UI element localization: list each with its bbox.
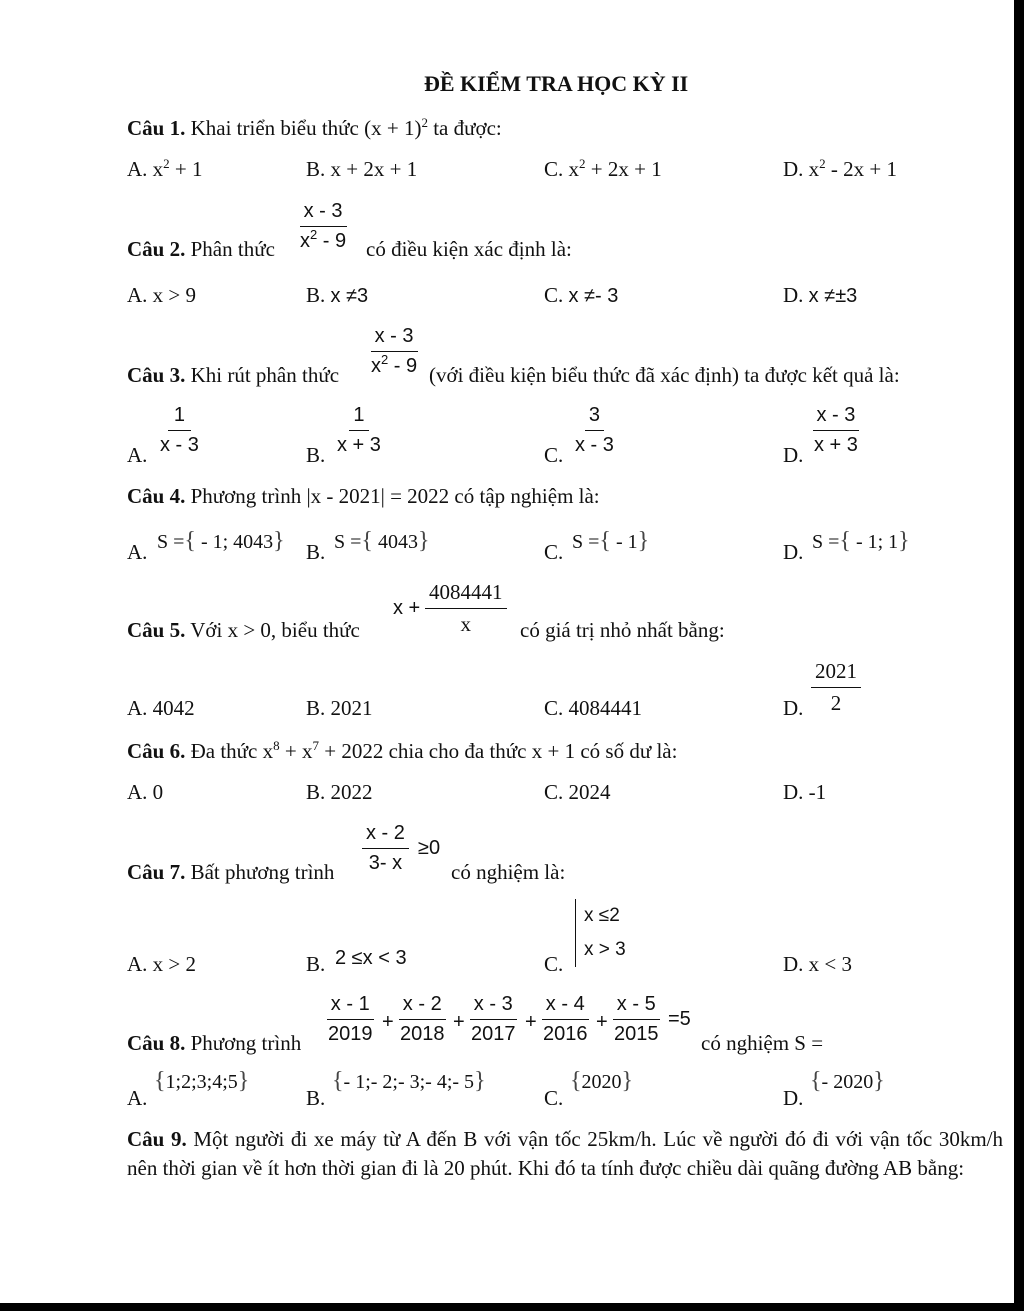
q8-option-b-set[interactable]: {- 1;- 2;- 3;- 4;- 5}: [332, 1068, 486, 1094]
page-edge-bottom: [0, 1303, 1024, 1311]
question-2-label: Câu 2.: [127, 237, 186, 261]
q7-option-c-system[interactable]: x ≤2 x > 3: [575, 899, 626, 967]
q5-fraction: $\frac{4084441}{x}$: [425, 580, 507, 637]
q7-option-d[interactable]: D. x < 3: [783, 952, 853, 976]
q8-fraction-4: $\frac{x - 4}{2016}$: [543, 993, 588, 1045]
q4-option-d-set[interactable]: S ={ - 1; 1}: [812, 528, 910, 554]
q3-option-a-letter[interactable]: A.: [127, 443, 148, 467]
q6-option-d[interactable]: D. -1: [783, 780, 827, 804]
question-6: [127, 739, 677, 764]
q3-option-d-letter[interactable]: D.: [783, 443, 804, 467]
q5-option-b[interactable]: B. 2021: [306, 696, 373, 720]
question-9-label: Câu 9.: [127, 1127, 187, 1151]
q4-option-c-letter[interactable]: C.: [544, 540, 564, 564]
question-1-text: Khai triển biểu thức $(x + 1)^2$ ta được:: [190, 115, 502, 140]
q8-plus-2: +: [453, 1011, 465, 1033]
question-2-text-after: có điều kiện xác định là:: [366, 237, 572, 261]
q1-option-c[interactable]: C. $x^2 + 2x + 1$: [544, 156, 662, 181]
q3-option-c-fraction[interactable]: $\frac{3}{x - 3}$: [575, 404, 614, 456]
q4-option-a-set[interactable]: S ={ - 1; 4043}: [157, 528, 285, 554]
question-9-text: Một người đi xe máy từ A đến B với vận tốc 25km/h. Lúc về người đó đi với vận tốc 30km/h nên thời gian về ít hơn thời gian đi là 20 phút. Khi đó ta tính được chiều dài quãng đường AB bằng:: [127, 1127, 1003, 1180]
q5-option-a[interactable]: A. 4042: [127, 696, 195, 720]
question-4-label: Câu 4.: [127, 484, 186, 508]
q8-option-b-letter[interactable]: B.: [306, 1086, 326, 1110]
question-7: [127, 860, 334, 885]
q7-relation: ≥0: [418, 837, 441, 859]
question-1: [127, 116, 502, 141]
q2-option-c[interactable]: C. x ≠- 3: [544, 283, 619, 307]
q4-option-a-letter[interactable]: A.: [127, 540, 148, 564]
question-3: [127, 363, 339, 388]
q3-option-b-fraction[interactable]: $\frac{1}{x + 3}$: [337, 404, 381, 456]
q4-option-b-set[interactable]: S ={ 4043}: [334, 528, 430, 554]
question-3-text-after: (với điều kiện biểu thức đã xác định) ta được kết quả là:: [429, 363, 900, 387]
question-4: [127, 484, 600, 509]
question-7-label: Câu 7.: [127, 860, 186, 884]
q8-plus-3: +: [525, 1011, 537, 1033]
q3-fraction: $\frac{x - 3}{x^2 - 9}$: [371, 325, 418, 377]
q5-expr-x: x +: [393, 597, 421, 619]
question-5-text-after: có giá trị nhỏ nhất bằng:: [520, 618, 725, 642]
question-6-text: Đa thức $x^8 + x^7 + 2022$ chia cho đa thức x + 1 có số dư là:: [190, 738, 678, 763]
q5-option-d-fraction[interactable]: $\frac{2021}{2}$: [811, 659, 861, 716]
q8-option-c-letter[interactable]: C.: [544, 1086, 564, 1110]
q1-option-a[interactable]: A. $x^2 + 1$: [127, 156, 203, 181]
question-8-text: Phương trình: [190, 1031, 302, 1055]
question-2: [127, 237, 275, 262]
q8-plus-4: +: [596, 1011, 608, 1033]
q2-fraction: $\frac{x - 3}{x^2 - 9}$: [300, 200, 347, 252]
q7-fraction: $\frac{x - 2}{3- x}$: [362, 822, 409, 875]
q8-option-a-letter[interactable]: A.: [127, 1086, 148, 1110]
q8-fraction-3: $\frac{x - 3}{2017}$: [471, 993, 516, 1045]
q7-option-b-letter[interactable]: B.: [306, 952, 326, 976]
q8-fraction-2: $\frac{x - 2}{2018}$: [400, 993, 445, 1045]
question-8: [127, 1031, 301, 1056]
question-5-text: Với x > 0, biểu thức: [190, 618, 360, 642]
q6-option-a[interactable]: A. 0: [127, 780, 164, 804]
q6-option-c[interactable]: C. 2024: [544, 780, 611, 804]
q8-option-d-letter[interactable]: D.: [783, 1086, 804, 1110]
q8-option-d-set[interactable]: {- 2020}: [810, 1068, 885, 1094]
q8-option-a-set[interactable]: {1;2;3;4;5}: [154, 1068, 250, 1094]
q1-option-b[interactable]: B. x + 2x + 1: [306, 157, 418, 181]
question-7-text-after: có nghiệm là:: [451, 860, 566, 884]
q8-fraction-1: $\frac{x - 1}{2019}$: [328, 993, 373, 1045]
q3-option-c-letter[interactable]: C.: [544, 443, 564, 467]
q8-plus-1: +: [382, 1011, 394, 1033]
q4-option-d-letter[interactable]: D.: [783, 540, 804, 564]
question-3-text: Khi rút phân thức: [190, 363, 340, 387]
q8-option-c-set[interactable]: {2020}: [570, 1068, 634, 1094]
question-7-text: Bất phương trình: [190, 860, 335, 884]
q5-option-c[interactable]: C. 4084441: [544, 696, 643, 720]
q7-option-c-letter[interactable]: C.: [544, 952, 564, 976]
question-1-label: Câu 1.: [127, 116, 186, 140]
q2-option-d[interactable]: D. x ≠±3: [783, 283, 858, 307]
q3-option-a-fraction[interactable]: $\frac{1}{x - 3}$: [160, 404, 199, 456]
question-9: [127, 1125, 1003, 1183]
q3-option-d-fraction[interactable]: $\frac{x - 3}{x + 3}$: [814, 404, 858, 456]
q1-option-d[interactable]: D. $x^2 - 2x + 1$: [783, 156, 898, 181]
question-3-label: Câu 3.: [127, 363, 186, 387]
q7-option-b-text[interactable]: 2 ≤x < 3: [335, 947, 407, 969]
q3-option-b-letter[interactable]: B.: [306, 443, 326, 467]
exam-title: ĐỀ KIỂM TRA HỌC KỲ II: [424, 71, 689, 96]
q4-option-c-set[interactable]: S ={ - 1}: [572, 528, 650, 554]
question-5: [127, 618, 360, 643]
question-6-label: Câu 6.: [127, 739, 186, 763]
question-5-label: Câu 5.: [127, 618, 186, 642]
question-8-label: Câu 8.: [127, 1031, 186, 1055]
q4-option-b-letter[interactable]: B.: [306, 540, 326, 564]
page-edge-right: [1014, 0, 1024, 1311]
q2-option-a[interactable]: A. x > 9: [127, 283, 197, 307]
q6-option-b[interactable]: B. 2022: [306, 780, 373, 804]
q8-rhs: =5: [668, 1008, 691, 1030]
question-2-text: Phân thức: [190, 237, 275, 261]
q8-fraction-5: $\frac{x - 5}{2015}$: [614, 993, 659, 1045]
q2-option-b[interactable]: B. x ≠3: [306, 283, 369, 307]
q5-option-d-letter[interactable]: D.: [783, 696, 804, 720]
q7-option-a[interactable]: A. x > 2: [127, 952, 197, 976]
question-4-text: Phương trình |x - 2021| = 2022 có tập nghiệm là:: [190, 484, 600, 508]
question-8-text-after: có nghiệm S =: [701, 1031, 824, 1055]
